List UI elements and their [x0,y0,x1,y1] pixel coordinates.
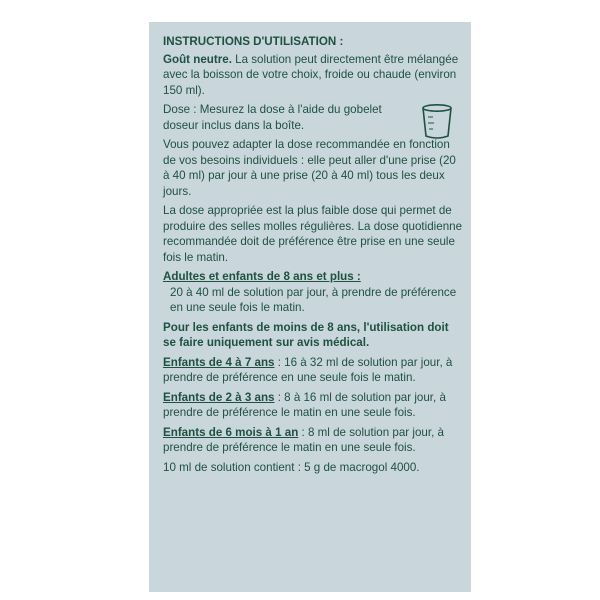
children-2-3-heading: Enfants de 2 à 3 ans [163,390,275,404]
intro-text: La solution peut directement être mélangée avec la boisson de votre choix, froide ou chaude (environ 150 ml). [163,52,459,97]
dose-text: Dose : Mesurez la dose à l'aide du gobelet doseur inclus dans la boîte. [163,103,382,132]
adapt-paragraph: Vous pouvez adapter la dose recommandée en fonction de vos besoins individuels : elle peut aller d'une prise (20 à 40 ml) par jour à une prise (20 à 40 ml) tous les deux jours. [163,138,456,198]
appropriate-dose-paragraph: La dose appropriée est la plus faible dose qui permet de produire des selles molles régulières. La dose quotidienne recommandée doit de préférence être prise en une seule fois le matin. [163,204,463,264]
children-6m-1-text: : 8 ml de solution par jour, à prendre de préférence le matin en une seule fois. [163,425,444,454]
children-6m-1-paragraph [163,425,463,456]
instructions-panel [149,22,471,592]
dose-paragraph [163,102,463,133]
children-6m-1-heading: Enfants de 6 mois à 1 an [163,425,299,439]
children-4-7-text: : 16 à 32 ml de solution par jour, à prendre de préférence en une seule fois le matin. [163,355,453,384]
intro-bold: Goût neutre. [163,52,232,66]
instructions-title: INSTRUCTIONS D'UTILISATION : [163,35,344,48]
composition-paragraph: 10 ml de solution contient : 5 g de macrogol 4000. [163,460,420,474]
instructions-content [163,34,463,479]
adults-heading: Adultes et enfants de 8 ans et plus : [163,270,361,283]
intro-paragraph [163,52,463,99]
measuring-cup-icon [417,103,457,141]
children-4-7-heading: Enfants de 4 à 7 ans [163,355,275,369]
children-2-3-paragraph [163,390,463,421]
adults-text: 20 à 40 ml de solution par jour, à prendre de préférence en une seule fois le matin. [170,285,457,314]
children-2-3-text: : 8 à 16 ml de solution par jour, à prendre de préférence le matin en une seule fois. [163,390,446,419]
children-4-7-paragraph [163,355,463,386]
under-8-paragraph: Pour les enfants de moins de 8 ans, l'utilisation doit se faire uniquement sur avis médical. [163,320,449,349]
